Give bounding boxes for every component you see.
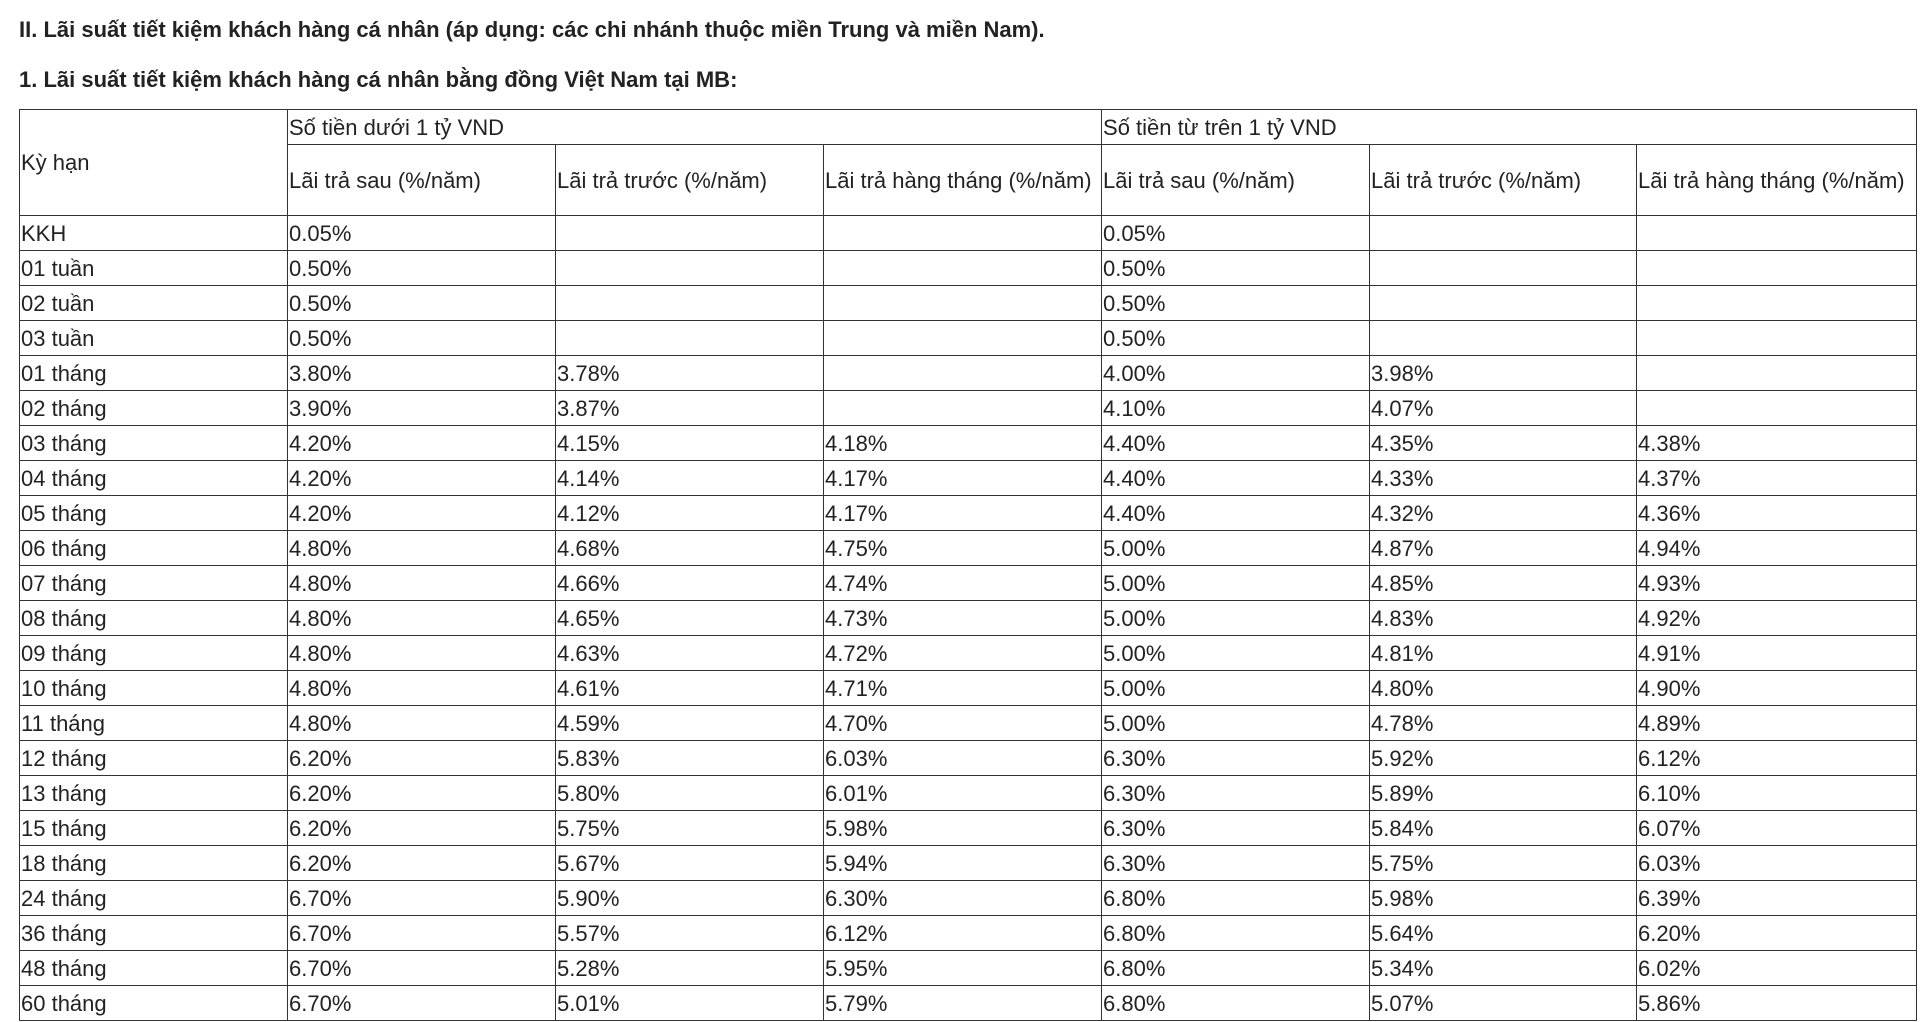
rate-cell: 4.14% [556,461,824,496]
rate-cell: 3.90% [288,391,556,426]
rate-cell: 4.17% [824,496,1102,531]
rate-cell: 4.80% [288,566,556,601]
rate-cell [556,286,824,321]
rate-cell: 5.28% [556,951,824,986]
rate-cell: 4.92% [1637,601,1917,636]
rate-cell: 5.84% [1370,811,1637,846]
rate-cell: 5.80% [556,776,824,811]
rate-cell: 4.93% [1637,566,1917,601]
rate-cell: 0.50% [1102,286,1370,321]
rate-cell: 3.98% [1370,356,1637,391]
rate-cell: 3.78% [556,356,824,391]
rate-cell: 0.50% [288,321,556,356]
rate-cell: 4.17% [824,461,1102,496]
rate-cell [1637,251,1917,286]
rate-cell: 6.80% [1102,916,1370,951]
rate-cell: 6.20% [1637,916,1917,951]
rate-cell: 4.12% [556,496,824,531]
rate-cell: 6.20% [288,776,556,811]
rate-cell: 4.68% [556,531,824,566]
rate-cell: 6.30% [1102,776,1370,811]
rate-cell: 4.94% [1637,531,1917,566]
rate-cell: 6.02% [1637,951,1917,986]
rate-cell: 4.80% [288,636,556,671]
rate-cell: 5.94% [824,846,1102,881]
rate-cell: 5.00% [1102,636,1370,671]
rate-cell [824,216,1102,251]
table-row [20,391,1917,426]
rate-cell: 6.70% [288,916,556,951]
rate-cell: 4.20% [288,426,556,461]
rate-cell: 4.80% [288,671,556,706]
rate-cell: 4.59% [556,706,824,741]
table-row [20,601,1917,636]
rate-cell: 4.38% [1637,426,1917,461]
term-cell: 02 tuần [20,286,288,321]
rate-cell: 4.70% [824,706,1102,741]
rate-cell: 4.20% [288,496,556,531]
rate-cell: 4.63% [556,636,824,671]
table-row [20,356,1917,391]
rate-cell: 6.30% [1102,741,1370,776]
rate-cell: 6.80% [1102,951,1370,986]
term-cell: 04 tháng [20,461,288,496]
rate-cell: 6.70% [288,986,556,1021]
table-row [20,986,1917,1021]
rate-cell: 6.20% [288,741,556,776]
section-heading: II. Lãi suất tiết kiệm khách hàng cá nhân (áp dụng: các chi nhánh thuộc miền Trung và miền Nam). [19,17,1045,42]
rate-cell [1370,286,1637,321]
rate-cell: 4.78% [1370,706,1637,741]
table-row [20,531,1917,566]
table-row [20,706,1917,741]
rate-cell: 5.01% [556,986,824,1021]
rate-cell: 5.86% [1637,986,1917,1021]
rate-cell: 5.00% [1102,601,1370,636]
rate-cell: 6.30% [1102,811,1370,846]
term-cell: 03 tháng [20,426,288,461]
rate-cell: 5.64% [1370,916,1637,951]
rate-cell: 0.50% [288,286,556,321]
rate-cell: 5.79% [824,986,1102,1021]
rate-cell: 5.90% [556,881,824,916]
rate-cell: 5.95% [824,951,1102,986]
rate-cell: 3.80% [288,356,556,391]
rate-cell: 4.40% [1102,426,1370,461]
rate-cell: 4.18% [824,426,1102,461]
term-cell: 15 tháng [20,811,288,846]
rate-cell: 5.00% [1102,671,1370,706]
rate-cell: 4.73% [824,601,1102,636]
group-header-under-1-billion: Số tiền dưới 1 tỷ VND [288,110,1102,145]
term-cell: 02 tháng [20,391,288,426]
subheader-cell: Lãi trả hàng tháng (%/năm) [1637,145,1917,216]
term-cell: 11 tháng [20,706,288,741]
table-group-header-row [20,110,1917,145]
rate-cell [556,251,824,286]
table-row [20,321,1917,356]
rate-cell: 6.80% [1102,986,1370,1021]
rate-cell: 0.50% [1102,321,1370,356]
table-row [20,846,1917,881]
term-cell: 24 tháng [20,881,288,916]
group-header-over-1-billion: Số tiền từ trên 1 tỷ VND [1102,110,1917,145]
rate-cell [824,251,1102,286]
rate-cell [1637,391,1917,426]
term-cell: 60 tháng [20,986,288,1021]
rate-cell: 6.03% [1637,846,1917,881]
rate-cell: 6.20% [288,846,556,881]
rate-cell: 6.30% [1102,846,1370,881]
subheader-cell: Lãi trả trước (%/năm) [1370,145,1637,216]
subheader-cell: Lãi trả sau (%/năm) [288,145,556,216]
rate-cell: 5.92% [1370,741,1637,776]
term-cell: 12 tháng [20,741,288,776]
rate-cell [1637,286,1917,321]
rate-cell: 4.20% [288,461,556,496]
rate-cell: 0.50% [1102,251,1370,286]
rate-cell: 5.83% [556,741,824,776]
rate-cell: 6.07% [1637,811,1917,846]
rate-cell: 4.91% [1637,636,1917,671]
term-cell: 05 tháng [20,496,288,531]
term-cell: 06 tháng [20,531,288,566]
rate-cell: 6.80% [1102,881,1370,916]
rate-cell: 4.15% [556,426,824,461]
rate-cell: 0.05% [288,216,556,251]
rate-cell: 4.10% [1102,391,1370,426]
rate-cell: 5.75% [1370,846,1637,881]
rate-cell: 4.66% [556,566,824,601]
interest-rate-table [19,109,1917,1021]
rate-cell: 5.00% [1102,531,1370,566]
table-subheader-row [20,145,1917,216]
table-row [20,461,1917,496]
rate-cell: 5.89% [1370,776,1637,811]
rate-cell [1637,356,1917,391]
table-row [20,636,1917,671]
rate-cell: 6.12% [824,916,1102,951]
rate-cell: 6.20% [288,811,556,846]
term-cell: 07 tháng [20,566,288,601]
subsection-heading: 1. Lãi suất tiết kiệm khách hàng cá nhân bằng đồng Việt Nam tại MB: [19,67,738,92]
rate-cell: 4.80% [1370,671,1637,706]
rate-cell: 4.32% [1370,496,1637,531]
rate-cell: 4.65% [556,601,824,636]
rate-cell: 5.57% [556,916,824,951]
term-cell: 01 tháng [20,356,288,391]
table-row [20,916,1917,951]
rate-cell: 4.89% [1637,706,1917,741]
table-row [20,881,1917,916]
rate-cell: 4.87% [1370,531,1637,566]
rate-cell: 4.80% [288,601,556,636]
table-row [20,251,1917,286]
term-cell: KKH [20,216,288,251]
table-row [20,776,1917,811]
rate-cell: 0.05% [1102,216,1370,251]
rate-cell: 4.83% [1370,601,1637,636]
rate-cell: 4.81% [1370,636,1637,671]
rate-cell: 6.01% [824,776,1102,811]
rate-cell: 5.67% [556,846,824,881]
rate-cell: 6.10% [1637,776,1917,811]
rate-cell: 4.33% [1370,461,1637,496]
rate-cell [824,321,1102,356]
rate-cell: 5.75% [556,811,824,846]
term-cell: 18 tháng [20,846,288,881]
rate-cell [1637,321,1917,356]
term-header-cell: Kỳ hạn [20,110,288,216]
subheader-cell: Lãi trả trước (%/năm) [556,145,824,216]
subheader-cell: Lãi trả hàng tháng (%/năm) [824,145,1102,216]
rate-cell: 4.75% [824,531,1102,566]
rate-cell: 6.70% [288,951,556,986]
rate-cell: 5.00% [1102,566,1370,601]
rate-cell: 5.00% [1102,706,1370,741]
table-row [20,566,1917,601]
rate-cell: 4.40% [1102,461,1370,496]
table-row [20,286,1917,321]
rate-cell [556,321,824,356]
table-row [20,741,1917,776]
term-cell: 09 tháng [20,636,288,671]
table-row [20,811,1917,846]
rate-cell: 4.74% [824,566,1102,601]
rate-cell: 6.39% [1637,881,1917,916]
rate-cell: 6.12% [1637,741,1917,776]
table-row [20,496,1917,531]
rate-cell [1370,216,1637,251]
table-row [20,216,1917,251]
rate-cell: 4.80% [288,531,556,566]
rate-cell [824,391,1102,426]
rate-cell [1370,321,1637,356]
rate-cell: 0.50% [288,251,556,286]
table-body [20,216,1917,1021]
rate-cell: 4.61% [556,671,824,706]
rate-cell: 5.07% [1370,986,1637,1021]
rate-cell: 4.07% [1370,391,1637,426]
rate-cell: 4.85% [1370,566,1637,601]
term-cell: 08 tháng [20,601,288,636]
table-row [20,951,1917,986]
rate-cell: 4.35% [1370,426,1637,461]
term-cell: 48 tháng [20,951,288,986]
rate-cell: 4.36% [1637,496,1917,531]
term-cell: 13 tháng [20,776,288,811]
rate-cell: 4.72% [824,636,1102,671]
rate-cell: 5.98% [824,811,1102,846]
rate-cell: 4.80% [288,706,556,741]
rate-cell: 4.00% [1102,356,1370,391]
term-cell: 01 tuần [20,251,288,286]
rate-cell [824,356,1102,391]
term-cell: 03 tuần [20,321,288,356]
table-row [20,426,1917,461]
rate-cell: 6.30% [824,881,1102,916]
rate-cell [1370,251,1637,286]
rate-cell: 4.71% [824,671,1102,706]
rate-cell [1637,216,1917,251]
subheader-cell: Lãi trả sau (%/năm) [1102,145,1370,216]
rate-cell: 5.98% [1370,881,1637,916]
rate-cell: 3.87% [556,391,824,426]
term-cell: 36 tháng [20,916,288,951]
rate-cell [824,286,1102,321]
rate-cell: 4.40% [1102,496,1370,531]
rate-cell: 6.70% [288,881,556,916]
table-row [20,671,1917,706]
rate-cell: 4.37% [1637,461,1917,496]
rate-cell: 4.90% [1637,671,1917,706]
rate-cell [556,216,824,251]
rate-cell: 5.34% [1370,951,1637,986]
rate-cell: 6.03% [824,741,1102,776]
term-cell: 10 tháng [20,671,288,706]
